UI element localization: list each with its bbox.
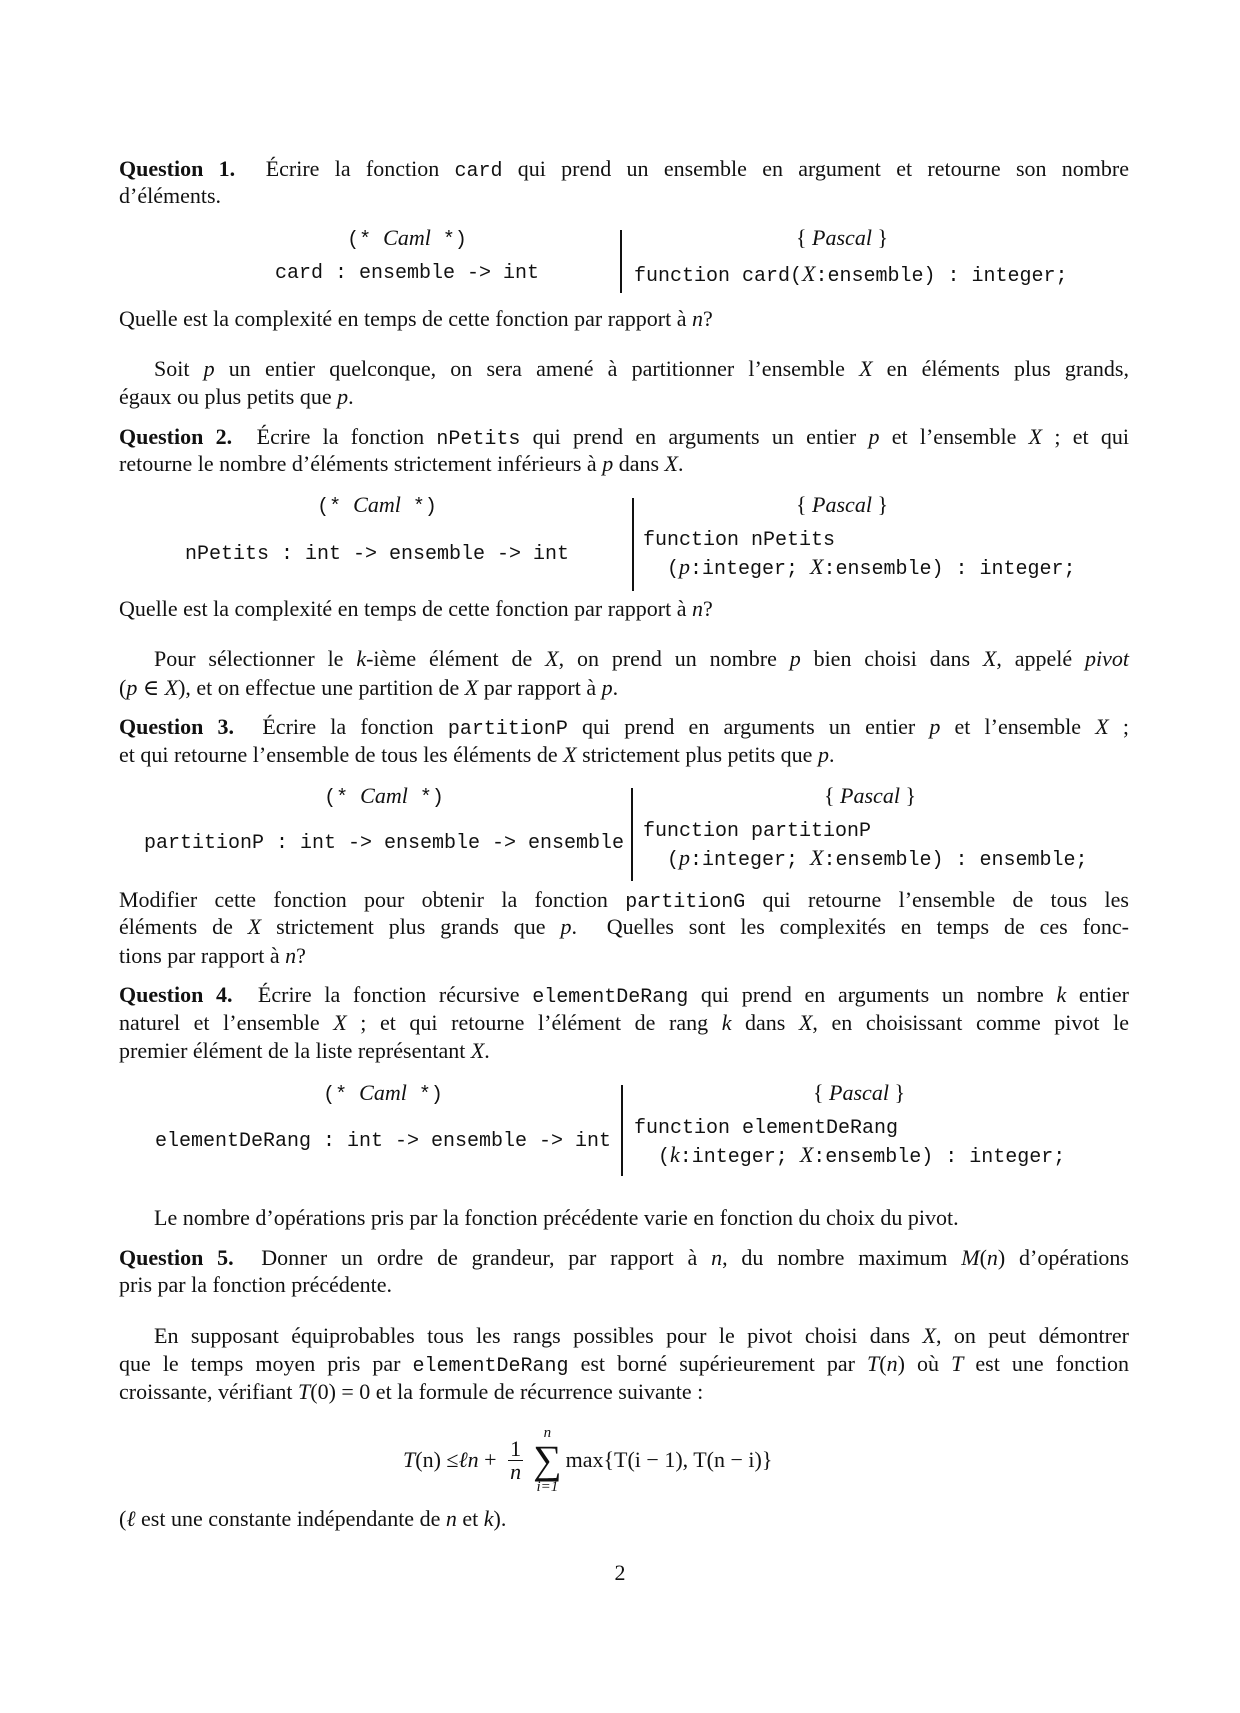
paragraph-line	[119, 155, 1129, 183]
math-text: k	[670, 1142, 680, 1167]
paragraph-line	[119, 305, 1129, 333]
text-segment: qui prend en arguments un entier	[520, 424, 869, 449]
paragraph-line	[119, 1505, 1129, 1533]
fraction-numerator: 1	[510, 1435, 522, 1461]
pascal-signature-line	[634, 1141, 1065, 1169]
math-text: X	[922, 1323, 936, 1348]
text-segment: d’éléments.	[119, 183, 222, 208]
text-segment: qui prend en arguments un nombre	[688, 982, 1057, 1007]
text-segment: ?	[296, 943, 306, 968]
math-text: n	[886, 1351, 898, 1376]
formula-fraction	[508, 1435, 523, 1484]
math-text: p	[817, 742, 829, 767]
code-text: *)	[430, 229, 467, 252]
text-segment: }	[888, 1080, 906, 1105]
paragraph-line	[119, 981, 1129, 1009]
math-text: p	[601, 675, 613, 700]
code-text: function elementDeRang	[634, 1117, 899, 1140]
math-text: X	[799, 1142, 814, 1167]
text-segment: est une fonction	[963, 1351, 1129, 1376]
text-segment: ) d’opérations	[997, 1245, 1129, 1270]
code-text: *)	[400, 496, 437, 519]
text-segment: bien choisi dans	[800, 646, 983, 671]
text-segment: ), et on effectue une partition de	[178, 675, 465, 700]
text-segment: Modifier cette fonction pour obtenir la fonction	[119, 887, 626, 912]
text-segment: strictement plus grands que	[261, 914, 561, 939]
math-text: p	[789, 646, 801, 671]
code-text: elementDeRang	[532, 986, 689, 1009]
text-segment: qui retourne l’ensemble de tous les	[745, 887, 1129, 912]
math-text: X	[859, 356, 873, 381]
code-text: :ensemble) : integer;	[823, 558, 1076, 581]
formula-plus: +	[478, 1447, 503, 1472]
code-text: (*	[323, 1084, 360, 1107]
text-segment: Écrire la fonction récursive	[232, 982, 533, 1007]
paragraph-line	[119, 713, 1129, 741]
math-text: X	[333, 1010, 347, 1035]
text-segment: un entier quelconque, on sera amené à partitionner l’ensemble	[214, 356, 860, 381]
text-segment: Écrire la fonction	[235, 156, 455, 181]
text-segment: premier élément de la liste représentant	[119, 1038, 471, 1063]
text-segment: .	[484, 1038, 490, 1063]
math-text: Pascal	[829, 1080, 889, 1105]
text-segment: et l’ensemble	[879, 424, 1029, 449]
code-text: (*	[347, 229, 384, 252]
sum-lower-limit: i=1	[536, 1479, 559, 1495]
caml-header	[324, 782, 444, 810]
pascal-signature-line	[643, 844, 1088, 872]
text-segment: Écrire la fonction	[232, 424, 437, 449]
math-text: p ∈ X	[126, 675, 179, 700]
caml-header	[317, 491, 437, 519]
text-segment: {	[812, 1080, 830, 1105]
paragraph-line	[119, 886, 1129, 914]
text-segment: ; et qui	[1042, 424, 1129, 449]
text-segment: Quelle est la complexité en temps de cette fonction par rapport à	[119, 596, 692, 621]
text-segment: .	[828, 742, 835, 767]
text-segment: ).	[493, 1506, 507, 1531]
code-text: (	[634, 1146, 671, 1169]
text-segment: qui prend un ensemble en argument et retourne son nombre	[502, 156, 1129, 181]
math-text: p	[679, 845, 691, 870]
code-text: (*	[324, 787, 361, 810]
pascal-signature-line	[634, 260, 1068, 288]
code-text: *)	[407, 787, 444, 810]
math-text: p	[560, 914, 572, 939]
paragraph-line	[119, 741, 1129, 769]
caml-header	[323, 1079, 443, 1107]
code-text: function card(	[634, 265, 803, 288]
code-text: (*	[317, 496, 354, 519]
text-segment: (	[879, 1351, 887, 1376]
code-text: partitionP	[447, 718, 568, 741]
column-divider	[631, 788, 633, 881]
text-segment: (	[979, 1245, 987, 1270]
text-segment: retourne le nombre d’éléments strictement inférieurs à	[119, 451, 603, 476]
text-segment: naturel et l’ensemble	[119, 1010, 334, 1035]
text-segment: .	[612, 675, 619, 700]
math-text: k	[356, 646, 367, 671]
code-text: :ensemble) : integer;	[813, 1146, 1066, 1169]
paragraph-line	[119, 913, 1129, 941]
paragraph-line	[119, 1271, 1129, 1299]
math-text: X	[545, 646, 559, 671]
caml-signature: nPetits : int -> ensemble -> int	[184, 543, 570, 566]
pascal-header	[813, 1079, 905, 1107]
math-text: Caml	[359, 1080, 407, 1105]
text-segment: .	[677, 451, 684, 476]
text-segment: est une constante indépendante de	[135, 1506, 446, 1531]
sum-symbol: ∑	[533, 1437, 562, 1482]
text-segment: , du nombre maximum	[722, 1245, 962, 1270]
math-text: M	[961, 1245, 980, 1270]
pascal-signature-line	[634, 1112, 898, 1140]
text-segment: que le temps moyen pris par	[119, 1351, 413, 1376]
code-text: (	[643, 558, 680, 581]
formula-sum	[533, 1425, 562, 1495]
text-segment: , on prend un nombre	[558, 646, 790, 671]
math-text: n	[285, 943, 297, 968]
text-segment: par rapport à	[478, 675, 602, 700]
text-segment: Soit	[154, 356, 204, 381]
paragraph-line	[119, 595, 1129, 623]
text-segment: Écrire la fonction	[234, 714, 448, 739]
math-text: Pascal	[812, 225, 872, 250]
formula-lhs-arg: (n) ≤	[415, 1447, 459, 1472]
text-segment: et qui retourne l’ensemble de tous les éléments de	[119, 742, 564, 767]
math-text: Caml	[360, 783, 408, 808]
text-segment: dans	[731, 1010, 799, 1035]
paragraph-line	[119, 1350, 1129, 1378]
text-segment: ) où	[897, 1351, 952, 1376]
paragraph-line	[119, 450, 1129, 478]
math-text: X	[1028, 424, 1043, 449]
text-segment: }	[871, 492, 889, 517]
math-text: k	[483, 1506, 494, 1531]
formula-lhs: T	[403, 1447, 416, 1472]
paragraph-line	[119, 182, 1129, 210]
sum-upper-limit: n	[543, 1425, 552, 1441]
text-segment: pris par la fonction précédente.	[119, 1272, 393, 1297]
math-text: Pascal	[840, 783, 900, 808]
text-segment: Quelle est la complexité en temps de cette fonction par rapport à	[119, 306, 692, 331]
paragraph-line	[119, 1378, 1129, 1406]
text-segment: dans	[613, 451, 665, 476]
math-text: n	[986, 1245, 998, 1270]
text-segment: croissante, vérifiant	[119, 1379, 298, 1404]
text-segment: tions par rapport à	[119, 943, 286, 968]
math-text: Caml	[353, 492, 401, 517]
text-segment: Le nombre d’opérations pris par la fonction précédente varie en fonction du choix du pivot.	[154, 1205, 959, 1230]
code-text: function partitionP	[643, 820, 872, 843]
paragraph-line	[119, 1037, 1129, 1065]
paragraph-line	[119, 423, 1129, 451]
question-label: Question 1.	[119, 156, 236, 181]
math-text: T	[951, 1351, 964, 1376]
math-text: n	[692, 596, 703, 621]
caml-signature: elementDeRang : int -> ensemble -> int	[154, 1130, 612, 1153]
question-label: Question 3.	[119, 714, 235, 739]
paragraph-line	[119, 1204, 1129, 1232]
math-text: X	[247, 914, 262, 939]
text-segment: ?	[703, 596, 713, 621]
code-text: function nPetits	[643, 529, 836, 552]
paragraph-line	[119, 1009, 1129, 1037]
paragraph-line	[119, 383, 1129, 411]
text-segment: ?	[703, 306, 713, 331]
caml-signature: card : ensemble -> int	[274, 262, 540, 285]
math-text: p	[929, 714, 941, 739]
math-text: n	[692, 306, 703, 331]
math-text: Pascal	[812, 492, 872, 517]
math-text: X	[470, 1038, 485, 1063]
math-text: T	[298, 1379, 311, 1404]
paragraph-line	[119, 355, 1129, 383]
math-text: ℓ	[126, 1506, 136, 1531]
math-text: k	[1056, 982, 1067, 1007]
paragraph-line	[119, 645, 1129, 673]
paragraph-line	[119, 942, 1129, 970]
recurrence-formula	[403, 1420, 772, 1500]
text-segment: (	[119, 675, 127, 700]
text-segment: (0) = 0 et la formule de récurrence suivante :	[310, 1379, 704, 1404]
math-text: X	[563, 742, 577, 767]
text-segment: {	[795, 492, 813, 517]
text-segment: . Quelles sont les complexités en temps de ces fonc-	[571, 914, 1129, 939]
text-segment: , on peut démontrer	[935, 1323, 1129, 1348]
column-divider	[620, 230, 622, 293]
question-label: Question 5.	[119, 1245, 234, 1270]
text-segment: {	[795, 225, 813, 250]
math-text: p	[602, 451, 614, 476]
text-segment: , en choisissant comme pivot le	[812, 1010, 1129, 1035]
paragraph-line	[119, 674, 1129, 702]
text-segment: en éléments plus grands,	[872, 356, 1129, 381]
column-divider	[621, 1085, 623, 1176]
code-text: card	[454, 160, 503, 183]
code-text: partitionG	[625, 891, 746, 914]
text-segment: ;	[1108, 714, 1129, 739]
math-text: p	[868, 424, 880, 449]
formula-ell-n: ℓn	[458, 1447, 479, 1472]
text-segment: qui prend en arguments un entier	[567, 714, 930, 739]
math-text: X	[464, 675, 479, 700]
math-text: Caml	[383, 225, 431, 250]
pascal-signature-line	[643, 815, 871, 843]
page-number: 2	[614, 1560, 626, 1585]
column-divider	[632, 498, 634, 591]
code-text: (	[643, 849, 680, 872]
code-text: :integer;	[679, 1146, 800, 1169]
math-text: X	[810, 554, 824, 579]
text-segment: ; et qui retourne l’élément de rang	[346, 1010, 722, 1035]
text-segment: }	[899, 783, 917, 808]
math-text: X	[802, 261, 816, 286]
text-segment: entier	[1066, 982, 1129, 1007]
text-segment: , appelé	[996, 646, 1085, 671]
math-text: p	[203, 356, 215, 381]
text-segment: En supposant équiprobables tous les rangs possibles pour le pivot choisi dans	[154, 1323, 923, 1348]
text-segment: {	[823, 783, 841, 808]
math-text: X	[798, 1010, 813, 1035]
pascal-header	[796, 491, 888, 519]
text-segment: strictement plus petits que	[576, 742, 818, 767]
code-text: nPetits	[436, 428, 521, 451]
text-segment: Pour sélectionner le	[154, 646, 357, 671]
question-label: Question 2.	[119, 424, 233, 449]
math-text: X	[1095, 714, 1109, 739]
math-text: T	[867, 1351, 880, 1376]
code-text: :ensemble) : ensemble;	[823, 849, 1088, 872]
text-segment: est borné supérieurement par	[568, 1351, 868, 1376]
math-text: X	[664, 451, 678, 476]
code-text: *)	[406, 1084, 443, 1107]
text-segment: et	[456, 1506, 484, 1531]
math-text: p	[679, 554, 691, 579]
math-text: pivot	[1085, 646, 1129, 671]
pascal-signature-line	[643, 524, 835, 552]
text-segment: et l’ensemble	[940, 714, 1096, 739]
fraction-denominator: n	[510, 1458, 522, 1484]
text-segment: égaux ou plus petits que	[119, 384, 338, 409]
math-text: n	[445, 1506, 457, 1531]
code-text: :integer;	[690, 849, 811, 872]
math-text: n	[711, 1245, 723, 1270]
text-segment: Donner un ordre de grandeur, par rapport à	[233, 1245, 712, 1270]
code-text: :integer;	[690, 558, 811, 581]
text-segment: (	[119, 1506, 127, 1531]
code-text: elementDeRang	[412, 1355, 569, 1378]
paragraph-line	[119, 1322, 1129, 1350]
math-text: p	[337, 384, 349, 409]
text-segment: .	[348, 384, 354, 409]
code-text: :ensemble) : integer;	[815, 265, 1068, 288]
paragraph-line	[119, 1244, 1129, 1272]
pascal-header	[796, 224, 888, 252]
pascal-signature-line	[643, 553, 1076, 581]
pascal-header	[824, 782, 916, 810]
math-text: k	[721, 1010, 732, 1035]
caml-header	[347, 224, 467, 252]
question-label: Question 4.	[119, 982, 233, 1007]
math-text: X	[982, 646, 997, 671]
text-segment: }	[871, 225, 889, 250]
math-text: X	[810, 845, 824, 870]
formula-body: max{T(i − 1), T(n − i)}	[565, 1447, 773, 1472]
caml-signature: partitionP : int -> ensemble -> ensemble	[143, 832, 625, 855]
text-segment: -ième élément de	[366, 646, 546, 671]
text-segment: éléments de	[119, 914, 248, 939]
